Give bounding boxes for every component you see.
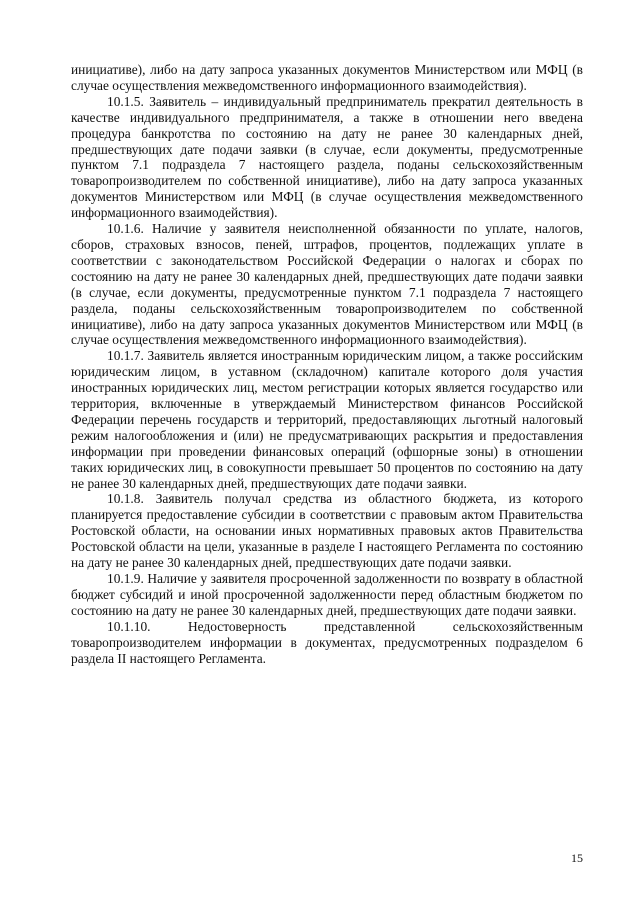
paragraph-10-1-5: 10.1.5. Заявитель – индивидуальный предприниматель прекратил деятельность в качестве индивидуального предпринимателя, а также в отношении него введена процедура банкротства по состоянию на дату не ранее 30 календарных дней, предшествующих дате подачи заявки (в случае, если документы, предусмотренные пунктом 7.1 подраздела 7 настоящего раздела, поданы сельскохозяйственным товаропроизводителем по собственной инициативе), либо на дату запроса указанных документов Министерством или МФЦ (в случае осуществления межведомственного информационного взаимодействия).: [71, 93, 583, 221]
paragraph-10-1-7: 10.1.7. Заявитель является иностранным юридическим лицом, а также российским юридическим лицом, в уставном (складочном) капитале которого доля участия иностранных юридических лиц, местом регистрации которых является государство или территория, включенные в утверждаемый Министерством финансов Российской Федерации перечень государств и территорий, предоставляющих льготный налоговый режим налогообложения и (или) не предусматривающих раскрытия и предоставления информации при проведении финансовых операций (офшорные зоны) в отношении таких юридических лиц, в совокупности превышает 50 процентов по состоянию на дату не ранее 30 календарных дней, предшествующих дате подачи заявки.: [71, 348, 583, 491]
page-number: 15: [571, 851, 583, 865]
paragraph-10-1-6: 10.1.6. Наличие у заявителя неисполненной обязанности по уплате, налогов, сборов, страховых взносов, пеней, штрафов, процентов, подлежащих уплате в соответствии с законодательством Российской Федерации о налогах и сборах по состоянию на дату не ранее 30 календарных дней, предшествующих дате подачи заявки (в случае, если документы, предусмотренные пунктом 7.1 подраздела 7 настоящего раздела, поданы сельскохозяйственным товаропроизводителем по собственной инициативе), либо на дату запроса указанных документов Министерством или МФЦ (в случае осуществления межведомственного информационного взаимодействия).: [71, 221, 583, 348]
paragraph-continuation: инициативе), либо на дату запроса указанных документов Министерством или МФЦ (в случае осуществления межведомственного информационного взаимодействия).: [71, 62, 583, 93]
paragraph-10-1-10: 10.1.10. Недостоверность представленной сельскохозяйственным товаропроизводителем информации в документах, предусмотренных подразделом 6 раздела II настоящего Регламента.: [71, 618, 583, 666]
document-body: [71, 62, 583, 666]
paragraph-10-1-8: 10.1.8. Заявитель получал средства из областного бюджета, из которого планируется предоставление субсидии в соответствии с правовым актом Правительства Ростовской области, на основании иных нормативных правовых актов Правительства Ростовской области на цели, указанные в разделе I настоящего Регламента по состоянию на дату не ранее 30 календарных дней, предшествующих дате подачи заявки.: [71, 491, 583, 571]
paragraph-10-1-9: 10.1.9. Наличие у заявителя просроченной задолженности по возврату в областной бюджет субсидий и иной просроченной задолженности перед областным бюджетом по состоянию на дату не ранее 30 календарных дней, предшествующих дате подачи заявки.: [71, 571, 583, 618]
